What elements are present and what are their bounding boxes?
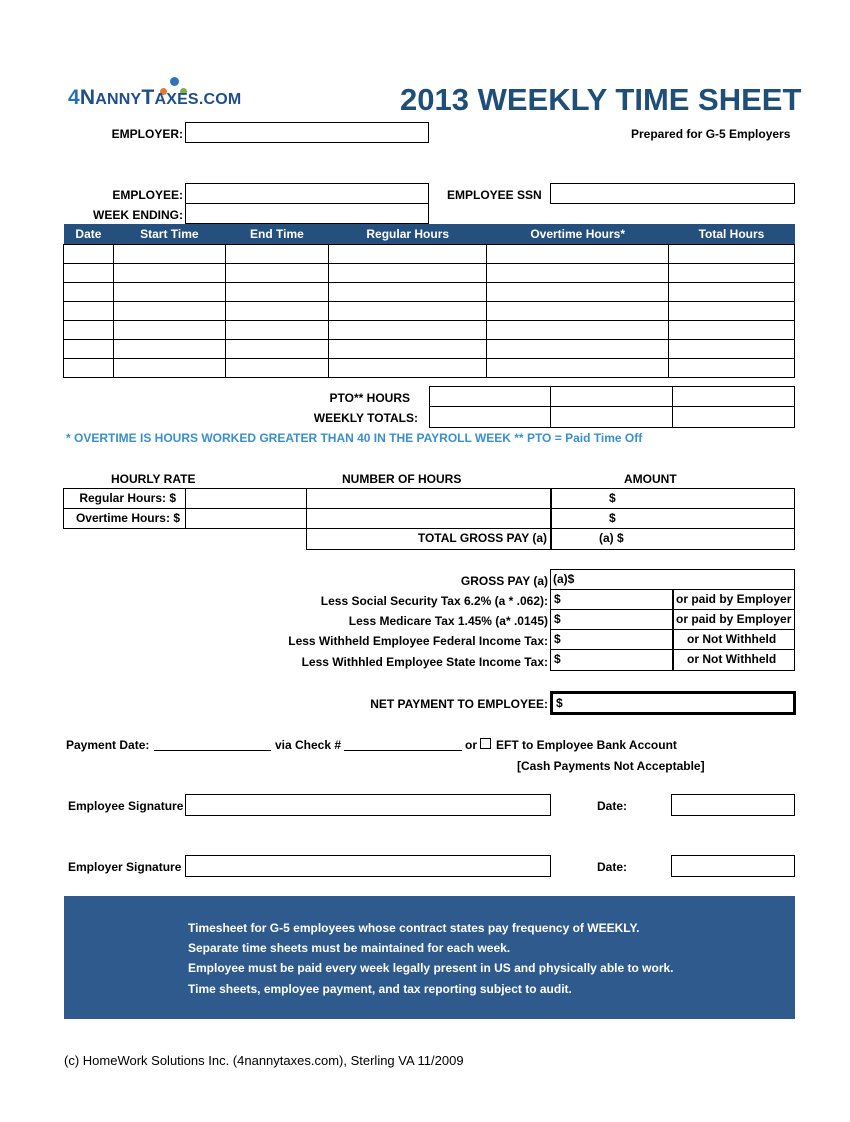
table-cell[interactable] [113,359,225,378]
table-cell[interactable] [487,264,668,283]
table-cell[interactable] [328,264,486,283]
total-gross-pay-field[interactable]: (a) $ [550,528,795,550]
overtime-note: * OVERTIME IS HOURS WORKED GREATER THAN 40 IN THE PAYROLL WEEK ** PTO = Paid Time Off [66,431,643,445]
weekly-total-field[interactable] [672,406,795,428]
table-cell[interactable] [328,245,486,264]
social-security-label: Less Social Security Tax 6.2% (a * .062): [320,594,548,608]
table-cell[interactable] [668,359,794,378]
table-cell[interactable] [113,321,225,340]
col-end-time: End Time [225,224,328,245]
state-tax-field[interactable]: $ [550,649,674,671]
logo-dot-blue [170,77,179,86]
table-cell[interactable] [328,283,486,302]
regular-amount-field[interactable]: $ [550,488,795,509]
table-cell[interactable] [64,245,114,264]
table-row [64,302,795,321]
number-of-hours-header: NUMBER OF HOURS [342,472,462,486]
time-table [63,224,795,378]
logo-n: N [79,86,96,109]
table-cell[interactable] [487,321,668,340]
employee-ssn-label: EMPLOYEE SSN [447,188,542,202]
state-not-withheld[interactable]: or Not Withheld [672,649,795,671]
medicare-label: Less Medicare Tax 1.45% (a* .0145) [348,614,548,628]
table-cell[interactable] [225,340,328,359]
overtime-hours-rate-label: Overtime Hours: $ [63,508,187,529]
table-cell[interactable] [668,321,794,340]
employee-field[interactable] [185,183,429,204]
eft-checkbox[interactable] [480,738,491,749]
footer-copyright: (c) HomeWork Solutions Inc. (4nannytaxes.com), Sterling VA 11/2009 [64,1053,464,1068]
overtime-hours-count-field[interactable] [306,508,552,529]
gross-pay-label: GROSS PAY (a) [460,574,548,588]
check-number-line[interactable] [344,750,462,751]
logo-anny: ANNY [95,91,142,108]
table-row [64,283,795,302]
regular-rate-field[interactable] [185,488,308,509]
weekly-overtime-field[interactable] [550,406,673,428]
cash-payments-note: [Cash Payments Not Acceptable] [517,759,705,773]
social-security-field[interactable]: $ [550,589,674,610]
table-cell[interactable] [113,302,225,321]
table-cell[interactable] [113,340,225,359]
table-cell[interactable] [668,340,794,359]
federal-tax-field[interactable]: $ [550,629,674,650]
col-date: Date [64,224,114,245]
table-cell[interactable] [113,245,225,264]
net-payment-label: NET PAYMENT TO EMPLOYEE: [370,697,548,711]
state-tax-label: Less Withhled Employee State Income Tax: [301,655,548,669]
col-total-hours: Total Hours [668,224,794,245]
total-gross-pay-label: TOTAL GROSS PAY (a) [306,528,552,550]
info-line: Timesheet for G-5 employees whose contract states pay frequency of WEEKLY. [188,921,640,935]
employer-signature-label: Employer Signature [68,860,182,874]
regular-hours-rate-label: Regular Hours: $ [63,488,187,509]
net-payment-field[interactable]: $ [550,691,796,715]
table-cell[interactable] [225,245,328,264]
table-cell[interactable] [668,302,794,321]
col-regular-hours: Regular Hours [328,224,486,245]
col-start-time: Start Time [113,224,225,245]
page-title: 2013 WEEKLY TIME SHEET [400,82,802,117]
federal-tax-label: Less Withheld Employee Federal Income Tax: [288,634,548,648]
overtime-amount-field[interactable]: $ [550,508,795,529]
overtime-rate-field[interactable] [185,508,308,529]
amount-header: AMOUNT [624,472,677,486]
ss-paid-by-employer[interactable]: or paid by Employer [672,589,795,610]
employer-field[interactable] [185,122,429,143]
table-cell[interactable] [225,264,328,283]
regular-hours-count-field[interactable] [306,488,552,509]
logo-t: T [141,86,155,109]
table-cell[interactable] [225,283,328,302]
medicare-paid-by-employer[interactable]: or paid by Employer [672,609,795,630]
week-ending-field[interactable] [185,203,429,224]
table-cell[interactable] [487,245,668,264]
table-cell[interactable] [225,359,328,378]
table-row [64,245,795,264]
table-cell[interactable] [64,264,114,283]
table-row [64,340,795,359]
table-cell[interactable] [668,264,794,283]
table-cell[interactable] [487,340,668,359]
prepared-for: Prepared for G-5 Employers [631,127,791,141]
table-row [64,359,795,378]
table-cell[interactable] [328,359,486,378]
medicare-field[interactable]: $ [550,609,674,630]
table-cell[interactable] [113,264,225,283]
pto-hours-label: PTO** HOURS [329,391,410,405]
table-cell[interactable] [225,321,328,340]
col-overtime-hours: Overtime Hours* [487,224,668,245]
time-table-header [64,224,795,245]
weekly-totals-label: WEEKLY TOTALS: [313,411,418,425]
table-cell[interactable] [225,302,328,321]
via-check-label: via Check # [275,738,342,752]
payment-date-label: Payment Date: [66,738,150,752]
table-cell[interactable] [668,245,794,264]
table-row [64,321,795,340]
employee-signature-label: Employee Signature [68,799,184,813]
employer-date-field[interactable] [671,855,795,877]
table-cell[interactable] [328,302,486,321]
logo-axes: AXES [154,91,199,108]
logo-4: 4 [68,86,80,109]
employee-date-label: Date: [597,799,628,813]
employer-label: EMPLOYER: [111,127,183,141]
info-line: Employee must be paid every week legally present in US and physically able to work. [188,961,674,975]
table-cell[interactable] [64,321,114,340]
gross-pay-field[interactable]: (a)$ [550,569,795,590]
employee-label: EMPLOYEE: [112,188,183,202]
employee-date-field[interactable] [671,794,795,816]
table-cell[interactable] [487,359,668,378]
employee-signature-field[interactable] [185,794,551,816]
table-cell[interactable] [668,283,794,302]
table-row [64,264,795,283]
table-cell[interactable] [113,283,225,302]
table-cell[interactable] [328,321,486,340]
federal-not-withheld[interactable]: or Not Withheld [672,629,795,650]
logo-text [68,86,241,110]
info-line: Time sheets, employee payment, and tax reporting subject to audit. [188,982,572,996]
week-ending-label: WEEK ENDING: [93,208,183,222]
table-cell[interactable] [487,302,668,321]
table-cell[interactable] [487,283,668,302]
info-line: Separate time sheets must be maintained for each week. [188,941,511,955]
table-cell[interactable] [64,340,114,359]
pto-overtime-field[interactable] [550,386,673,407]
employee-ssn-field[interactable] [550,183,795,204]
or-label: or [465,738,477,752]
pto-regular-field[interactable] [429,386,552,407]
pto-total-field[interactable] [672,386,795,407]
eft-label: EFT to Employee Bank Account [496,738,677,752]
info-box [64,896,795,1019]
table-cell[interactable] [328,340,486,359]
employer-signature-field[interactable] [185,855,551,877]
table-cell[interactable] [64,359,114,378]
table-cell[interactable] [64,302,114,321]
table-cell[interactable] [64,283,114,302]
weekly-regular-field[interactable] [429,406,552,428]
hourly-rate-header: HOURLY RATE [111,472,196,486]
employer-date-label: Date: [597,860,628,874]
logo-com: .COM [198,91,242,108]
payment-date-line[interactable] [154,750,271,751]
